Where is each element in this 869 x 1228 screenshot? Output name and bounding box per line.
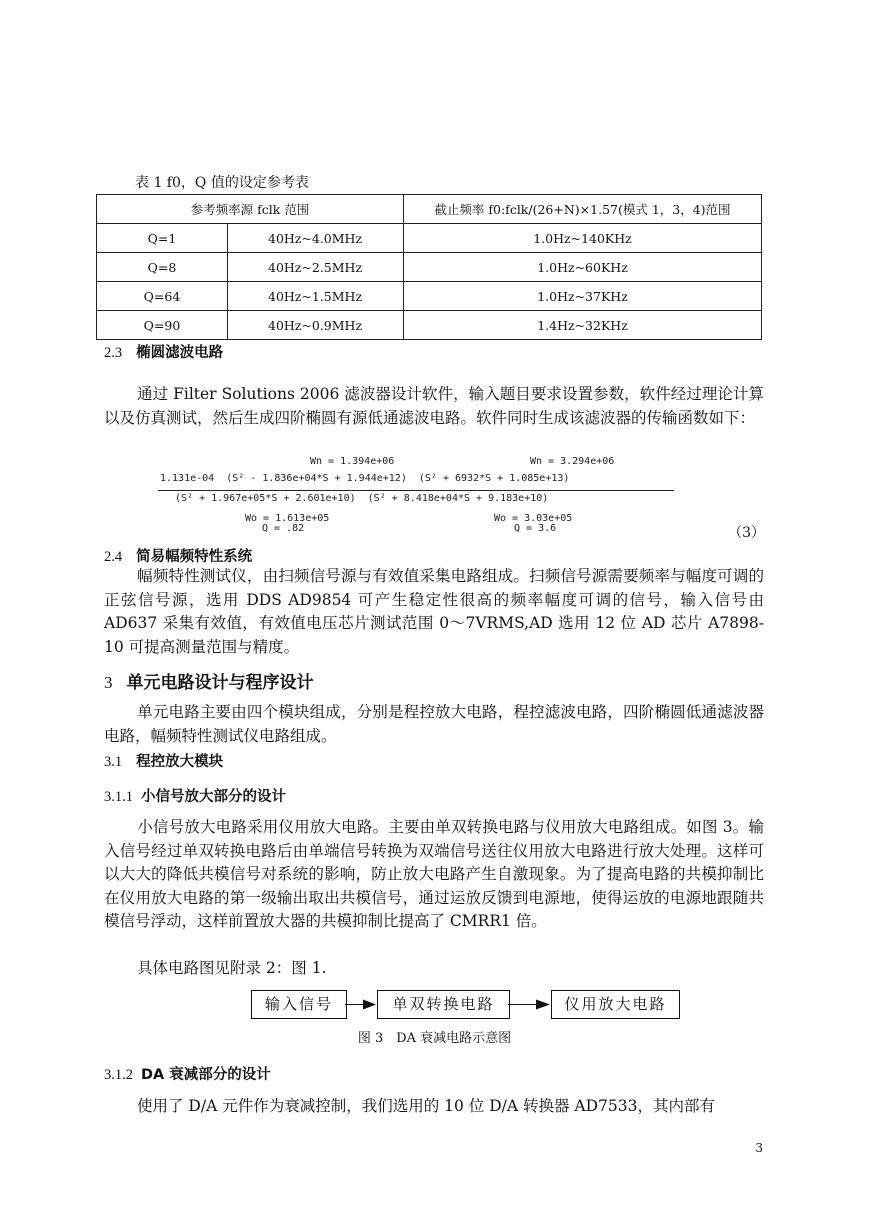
section-number: 3.1.2 <box>104 1067 133 1083</box>
table-cell: Q=90 <box>97 311 228 340</box>
block-instrumentation-amplifier: 仪用放大电路 <box>551 990 680 1019</box>
table-caption: 表 1 f0，Q 值的设定参考表 <box>135 175 309 191</box>
section-heading-3-1 <box>104 750 223 771</box>
table-row <box>97 282 762 311</box>
formula-wo1: Wo = 1.613e+05 <box>245 513 330 524</box>
table-row <box>97 253 762 282</box>
paragraph-text: 通过 Filter Solutions 2006 滤波器设计软件，输入题目要求设置参数，软件经过理论计算以及仿真测试，然后生成四阶椭圆有源低通滤波电路。软件同时生成该滤波器的传输函数如下： <box>104 385 764 427</box>
table-cell: 40Hz~1.5MHz <box>228 282 404 311</box>
table-header-cell: 截止频率 f0:fclk/(26+N)×1.57(模式 1，3，4)范围 <box>404 195 762 224</box>
figure-caption: 图 3 DA 衰减电路示意图 <box>357 1031 512 1046</box>
paragraph-3-1-1-ref <box>104 957 764 981</box>
table-cell: 1.0Hz~37KHz <box>404 282 762 311</box>
table-row <box>97 224 762 253</box>
section-title: 小信号放大部分的设计 <box>141 789 286 805</box>
table-cell: 1.0Hz~140KHz <box>404 224 762 253</box>
table-cell: Q=8 <box>97 253 228 282</box>
paragraph-3-1-2 <box>104 1095 764 1119</box>
table-cell: Q=64 <box>97 282 228 311</box>
section-title: DA 衰减部分的设计 <box>141 1067 271 1083</box>
formula-wn2: Wn = 3.294e+06 <box>530 456 615 467</box>
table-cell: 40Hz~4.0MHz <box>228 224 404 253</box>
formula-wn1: Wn = 1.394e+06 <box>310 456 395 467</box>
section-heading-3-1-2 <box>104 1063 271 1084</box>
arrow-icon <box>508 990 551 1019</box>
table-row <box>97 311 762 340</box>
section-number: 2.4 <box>104 549 123 565</box>
arrow-icon <box>345 990 377 1019</box>
block-single-to-differential: 单双转换电路 <box>377 990 510 1019</box>
paragraph-3-1-1 <box>104 816 764 934</box>
section-number: 3 <box>104 673 113 692</box>
paragraph-text: 幅频特性测试仪，由扫频信号源与有效值采集电路组成。扫频信号源需要频率与幅度可调的正弦信号源，选用 DDS AD9854 可产生稳定性很高的频率幅度可调的信号，输入信号由 AD637 采集有效值，有效值电压芯片测试范围 0～7VRMS,AD 选用 12 位 AD 芯片 A7898-10 可提高测量范围与精度。 <box>104 567 764 656</box>
formula-denominator: (S² + 1.967e+05*S + 2.601e+10) (S² + 8.418e+04*S + 9.183e+10) <box>175 493 549 504</box>
table-cell: Q=1 <box>97 224 228 253</box>
paragraph-text: 单元电路主要由四个模块组成，分别是程控放大电路，程控滤波电路，四阶椭圆低通滤波器电路，幅频特性测试仪电路组成。 <box>104 703 764 745</box>
formula-numerator: 1.131e-04 (S² - 1.836e+04*S + 1.944e+12) (S² + 6932*S + 1.085e+13) <box>160 473 570 484</box>
table-header-cell: 参考频率源 fclk 范围 <box>97 195 404 224</box>
section-title: 单元电路设计与程序设计 <box>126 673 314 693</box>
table-cell: 40Hz~2.5MHz <box>228 253 404 282</box>
table-cell: 1.4Hz~32KHz <box>404 311 762 340</box>
section-heading-3-1-1 <box>104 785 286 806</box>
block-input-signal: 输入信号 <box>251 990 347 1019</box>
table-cell: 40Hz~0.9MHz <box>228 311 404 340</box>
section-title: 简易幅频特性系统 <box>136 549 253 565</box>
section-heading-2-3 <box>104 341 223 362</box>
paragraph-text: 使用了 D/A 元件作为衰减控制，我们选用的 10 位 D/A 转换器 AD7533，其内部有 <box>137 1097 715 1115</box>
equation-number: （3） <box>728 525 765 541</box>
section-number: 3.1 <box>104 754 123 770</box>
paragraph-text: 小信号放大电路采用仪用放大电路。主要由单双转换电路与仪用放大电路组成。如图 3。输入信号经过单双转换电路后由单端信号转换为双端信号送往仪用放大电路进行放大处理。这样可以大大的降低共模信号对系统的影响，防止放大电路产生自激现象。为了提高电路的共模抑制比在仪用放大电路的第一级输出取出共模信号，通过运放反馈到电源地，使得运放的电源地跟随共模信号浮动，这样前置放大器的共模抑制比提高了 CMRR1 倍。 <box>104 818 764 930</box>
paragraph-text: 具体电路图见附录 2：图 1. <box>137 959 327 977</box>
section-title: 椭圆滤波电路 <box>136 345 224 361</box>
page-number: 3 <box>755 1141 763 1155</box>
section-number: 3.1.1 <box>104 789 133 805</box>
section-heading-2-4 <box>104 545 252 566</box>
paragraph-3 <box>104 701 764 748</box>
formula-q1: Q = .82 <box>262 523 305 534</box>
section-title: 程控放大模块 <box>136 754 224 770</box>
fraction-bar <box>158 490 674 491</box>
formula-wo2: Wo = 3.03e+05 <box>494 513 573 524</box>
section-heading-3 <box>104 668 314 693</box>
formula-q2: Q = 3.6 <box>514 523 557 534</box>
table-header-row <box>97 195 762 224</box>
paragraph-2-3 <box>104 383 764 430</box>
section-number: 2.3 <box>104 345 123 361</box>
table-cell: 1.0Hz~60KHz <box>404 253 762 282</box>
paragraph-2-4 <box>104 565 764 659</box>
reference-table <box>96 194 762 340</box>
